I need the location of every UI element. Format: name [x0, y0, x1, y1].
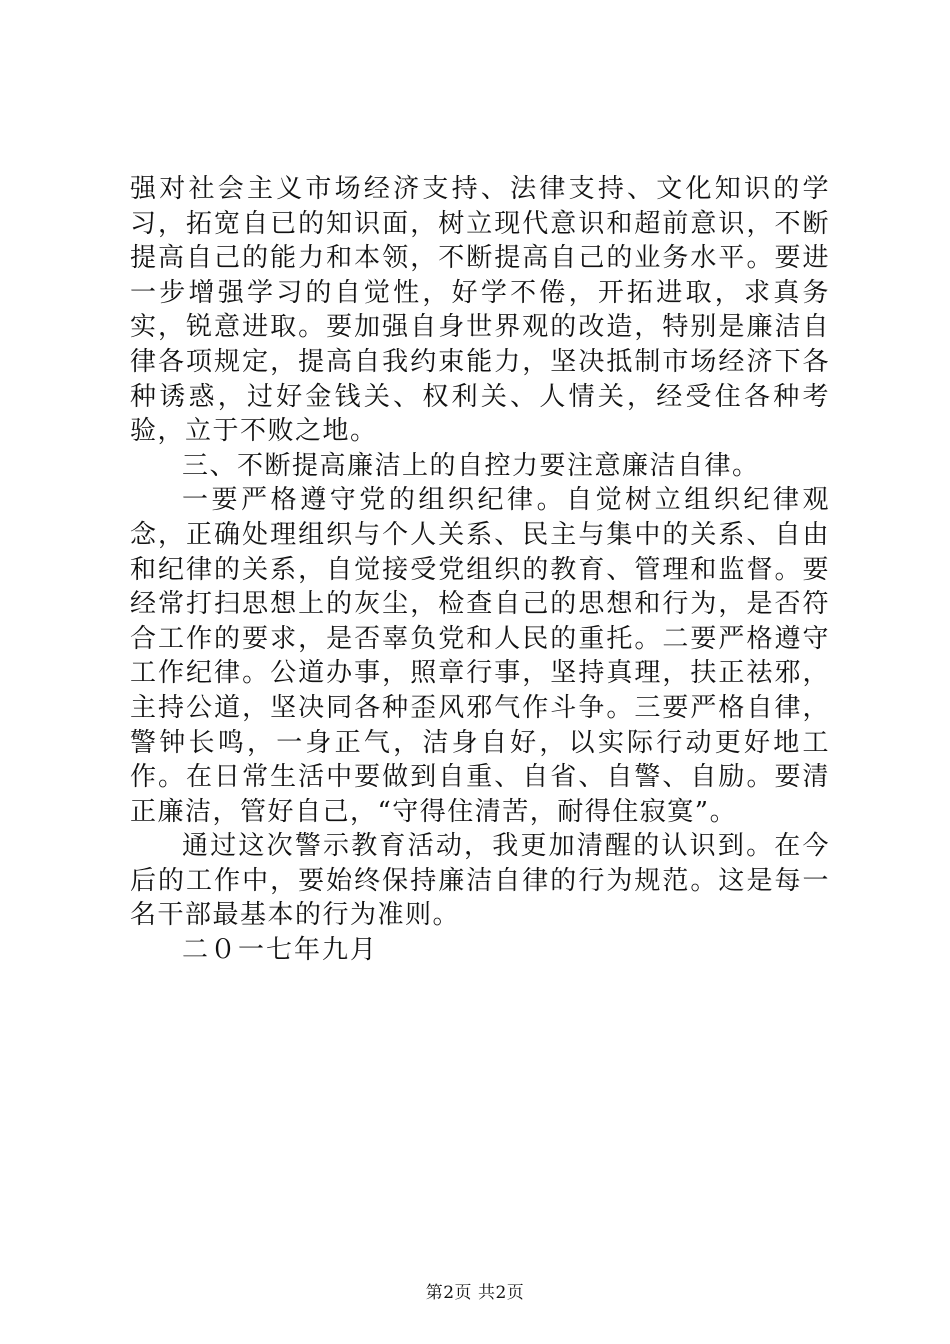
section-heading-3: 三、不断提高廉洁上的自控力要注意廉洁自律。 — [182, 450, 760, 481]
paragraph-1: 强对社会主义市场经济支持、法律支持、文化知识的学习，拓宽自已的知识面，树立现代意识和超前意识，不断提高自己的能力和本领，不断提高自己的业务水平。要进一步增强学习的自觉性，好学不倦，开拓进取，求真务实，锐意进取。要加强自身世界观的改造，特别是廉洁自律各项规定，提高自我约束能力，坚决抵制市场经济下各种诱惑，过好金钱关、权利关、人情关，经受住各种考验，立于不败之地。 — [130, 174, 830, 447]
page-number-footer: 第2页 共2页 — [425, 1283, 525, 1303]
paragraph-3: 一要严格遵守党的组织纪律。自觉树立组织纪律观念，正确处理组织与个人关系、民主与集中的关系、自由和纪律的关系，自觉接受党组织的教育、管理和监督。要经常打扫思想上的灰尘，检查自己的思想和行为，是否符合工作的要求，是否辜负党和人民的重托。二要严格遵守工作纪律。公道办事，照章行事，坚持真理，扶正祛邪，主持公道，坚决同各种歪风邪气作斗争。三要严格自律，警钟长鸣，一身正气，洁身自好，以实际行动更好地工作。在日常生活中要做到自重、自省、自警、自励。要清正廉洁，管好自己，“守得住清苦，耐得住寂寞”。 — [130, 485, 830, 827]
document-body — [130, 172, 830, 968]
paragraph-4: 通过这次警示教育活动，我更加清醒的认识到。在今后的工作中，要始终保持廉洁自律的行为规范。这是每一名干部最基本的行为准则。 — [130, 831, 830, 931]
document-date: 二０一七年九月 — [182, 935, 379, 966]
